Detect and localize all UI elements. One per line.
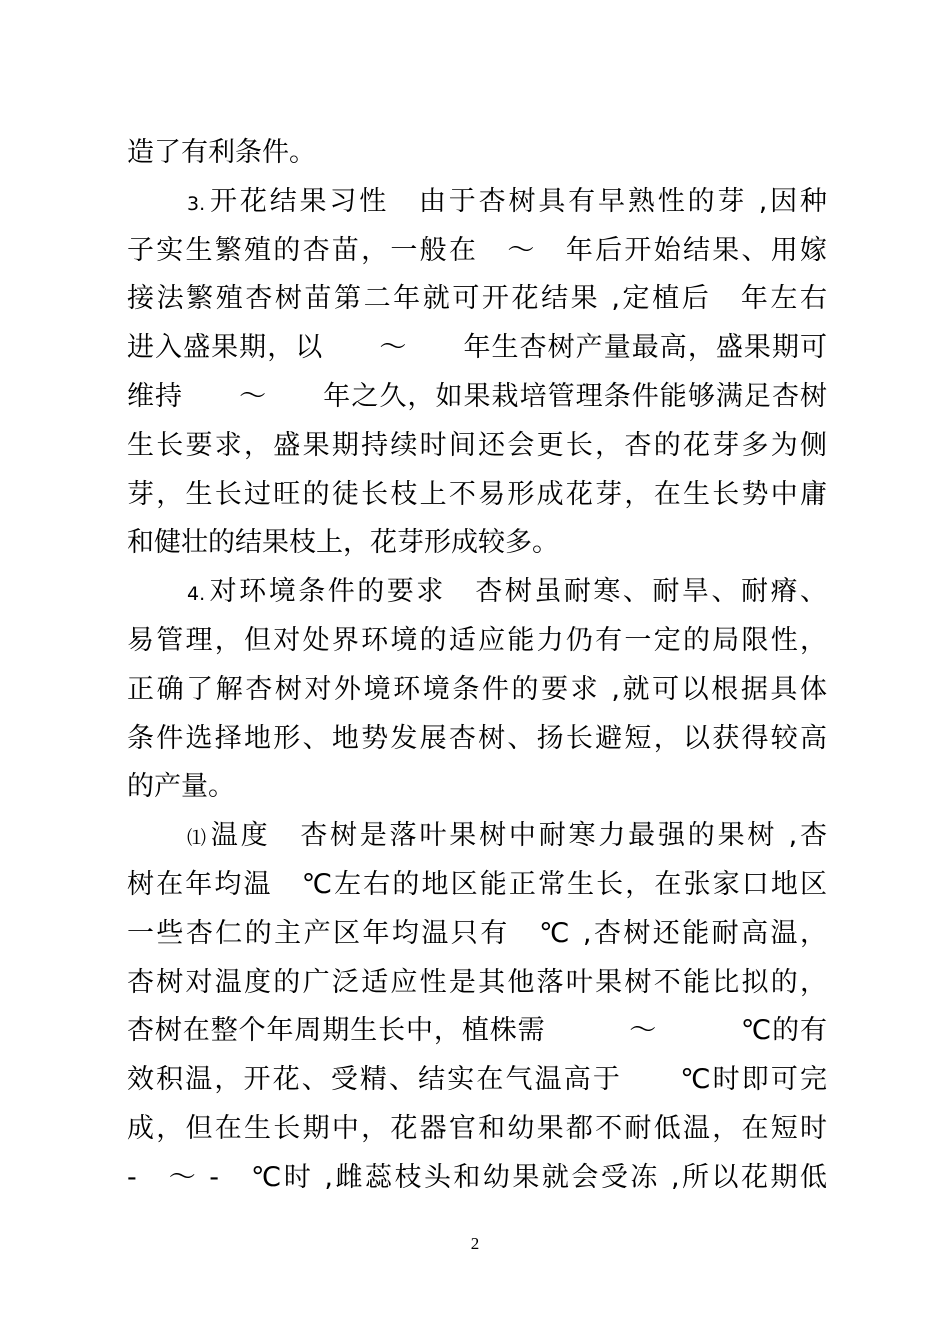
- page-number: 2: [470, 1234, 480, 1253]
- subsection-heading-line: [127, 812, 827, 861]
- text-line: [127, 617, 827, 666]
- text-line: [127, 227, 827, 276]
- line-text: - ～ - ℃时 ,雌蕊枝头和幼果就会受冻 ,所以花期低: [127, 1161, 827, 1193]
- text-line: [127, 471, 827, 520]
- text-line: [127, 275, 827, 324]
- text-line: [127, 763, 827, 812]
- text-line: [127, 373, 827, 422]
- line-text: 对环境条件的要求 杏树虽耐寒、耐旱、耐瘠、: [207, 576, 827, 608]
- text-line: [127, 1056, 827, 1105]
- text-line: [127, 715, 827, 764]
- line-text: 进入盛果期，以 ～ 年生杏树产量最高，盛果期可: [127, 332, 827, 364]
- text-line: [127, 422, 827, 471]
- line-text: 一些杏仁的主产区年均温只有 ℃ ,杏树还能耐高温，: [127, 917, 827, 949]
- text-line: [127, 959, 827, 1008]
- text-line: [127, 1007, 827, 1056]
- text-line: [127, 1154, 827, 1203]
- line-text: 造了有利条件。: [127, 137, 316, 168]
- section-heading-line: [127, 178, 827, 227]
- line-text: 温度 杏树是落叶果树中耐寒力最强的果树 ,杏: [210, 820, 827, 852]
- line-text: 树在年均温 ℃左右的地区能正常生长，在张家口地区: [127, 868, 827, 900]
- subsection-number: ⑴: [187, 827, 209, 850]
- line-text: 正确了解杏树对外境环境条件的要求 ,就可以根据具体: [127, 673, 827, 705]
- line-text: 维持 ～ 年之久，如果栽培管理条件能够满足杏树: [127, 380, 827, 412]
- line-text: 效积温，开花、受精、结实在气温高于 ℃时即可完: [127, 1064, 827, 1096]
- section-number: 4.: [187, 583, 206, 606]
- text-line: [127, 129, 827, 178]
- line-text: 杏树在整个年周期生长中，植株需 ～ ℃的有: [127, 1015, 827, 1047]
- section-heading-line: [127, 568, 827, 617]
- line-text: 接法繁殖杏树苗第二年就可开花结果 ,定植后 年左右: [127, 283, 827, 315]
- line-text: 子实生繁殖的杏苗，一般在 ～ 年后开始结果、用嫁: [127, 234, 827, 266]
- body-text: [127, 129, 827, 1203]
- line-text: 开花结果习性 由于杏树具有早熟性的芽 ,因种: [207, 185, 827, 217]
- line-text: 芽，生长过旺的徒长枝上不易形成花芽，在生长势中庸: [127, 478, 827, 510]
- line-text: 成，但在生长期中，花器官和幼果都不耐低温，在短时: [127, 1112, 827, 1144]
- line-text: 易管理，但对处界环境的适应能力仍有一定的局限性，: [127, 624, 827, 656]
- text-line: [127, 861, 827, 910]
- line-text: 条件选择地形、地势发展杏树、扬长避短，以获得较高: [127, 722, 827, 754]
- line-text: 杏树对温度的广泛适应性是其他落叶果树不能比拟的，: [127, 966, 827, 998]
- line-text: 生长要求，盛果期持续时间还会更长，杏的花芽多为侧: [127, 429, 827, 461]
- text-line: [127, 519, 827, 568]
- section-number: 3.: [187, 192, 206, 215]
- line-text: 和健壮的结果枝上，花芽形成较多。: [127, 527, 559, 559]
- text-line: [127, 1105, 827, 1154]
- text-line: [127, 666, 827, 715]
- text-line: [127, 910, 827, 959]
- text-line: [127, 324, 827, 373]
- line-text: 的产量。: [127, 771, 235, 803]
